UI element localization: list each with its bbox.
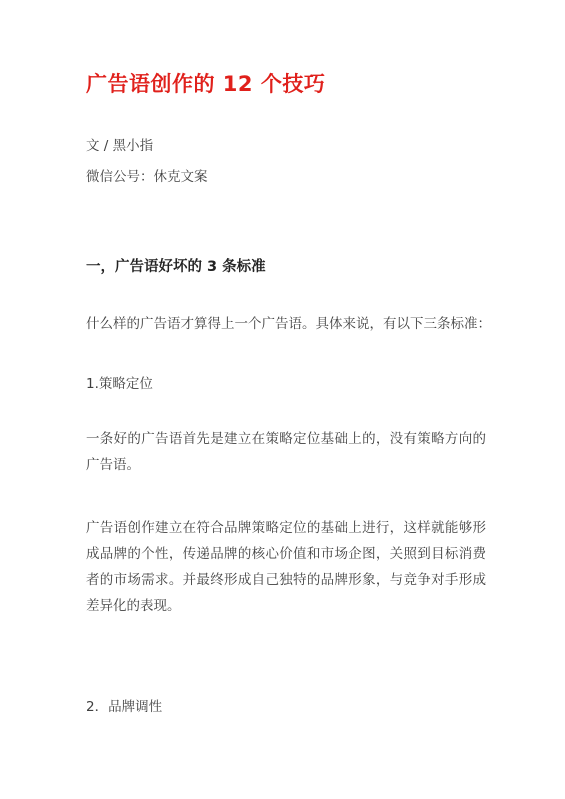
subheading-brand-tone: 2．品牌调性	[86, 699, 163, 715]
wechat-account-line: 微信公号：休克文案	[86, 169, 208, 185]
paragraph-strategy-1: 一条好的广告语首先是建立在策略定位基础上的，没有策略方向的广告语。	[86, 431, 486, 473]
section-heading: 一，广告语好坏的 3 条标准	[86, 259, 266, 275]
author-line: 文 / 黑小指	[86, 138, 154, 154]
document-title: 广告语创作的 12 个技巧	[86, 72, 326, 96]
paragraph-strategy-2: 广告语创作建立在符合品牌策略定位的基础上进行，这样就能够形成品牌的个性，传递品牌的核心价值和市场企图，关照到目标消费者的市场需求。并最终形成自己独特的品牌形象，与竞争对手形成差异化的表现。	[86, 520, 486, 614]
subheading-strategy-positioning: 1.策略定位	[86, 376, 153, 392]
section-intro-paragraph: 什么样的广告语才算得上一个广告语。具体来说，有以下三条标准：	[86, 316, 491, 332]
